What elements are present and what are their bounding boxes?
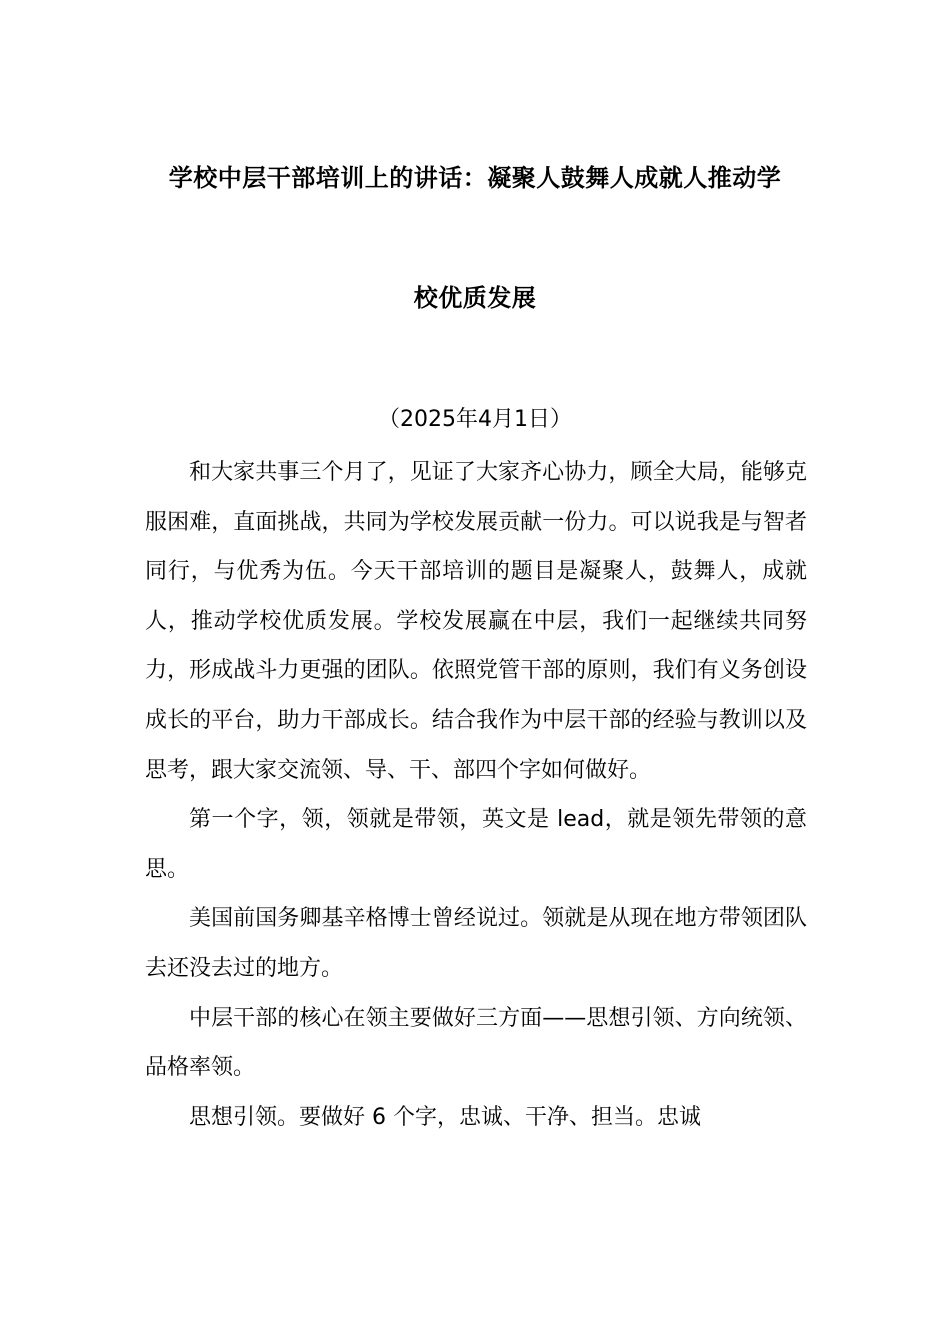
paragraph: 思想引领。要做好 6 个字，忠诚、干净、担当。忠诚 (189, 1104, 701, 1130)
document-title-line-1: 学校中层干部培训上的讲话：凝聚人鼓舞人成就人推动学 (168, 164, 782, 192)
document-title-line-2: 校优质发展 (413, 284, 537, 312)
paragraph: 和大家共事三个月了，见证了大家齐心协力，顾全大局，能够克服困难，直面挑战，共同为学校发展贡献一份力。可以说我是与智者同行，与优秀为伍。今天干部培训的题目是凝聚人，鼓舞人，成就人，推动学校优质发展。学校发展赢在中层，我们一起继续共同努力，形成战斗力更强的团队。依照党管干部的原则，我们有义务创设成长的平台，助力干部成长。结合我作为中层干部的经验与教训以及思考，跟大家交流领、导、干、部四个字如何做好。 (145, 460, 807, 783)
document-body (145, 448, 807, 1142)
paragraph: 美国前国务卿基辛格博士曾经说过。领就是从现在地方带领团队去还没去过的地方。 (145, 906, 807, 981)
paragraph: 第一个字，领，领就是带领，英文是 lead，就是领先带领的意思。 (145, 807, 807, 882)
document-date: （2025年4月1日） (378, 407, 572, 432)
paragraph: 中层干部的核心在领主要做好三方面——思想引领、方向统领、品格率领。 (145, 1005, 807, 1081)
